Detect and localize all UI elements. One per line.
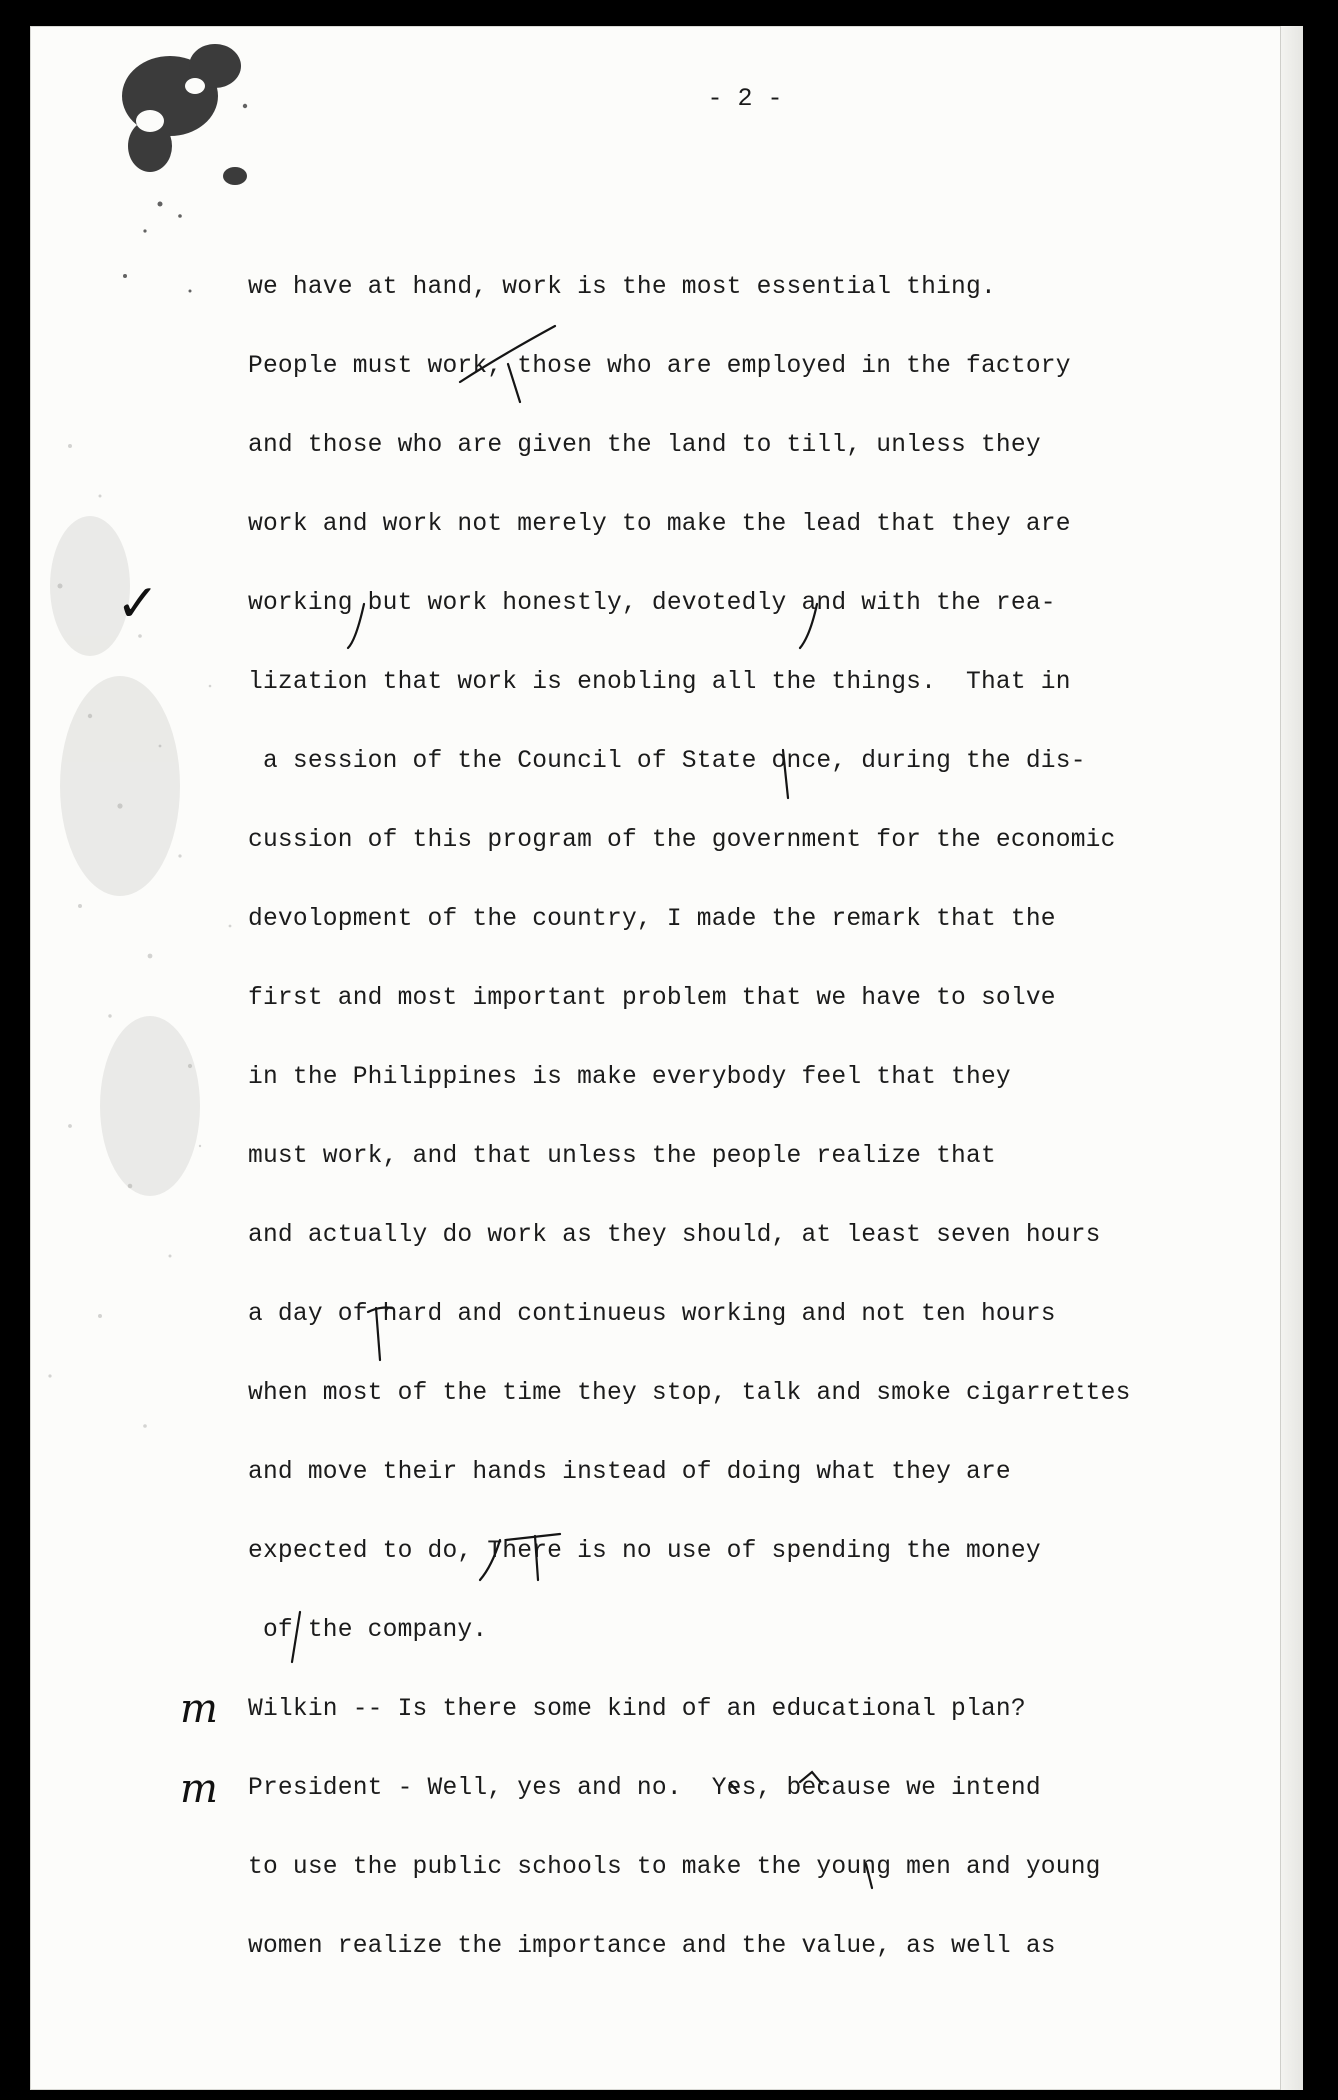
text-line: first and most important problem that we have to solve (248, 985, 1056, 1012)
text-line: in the Philippines is make everybody feel that they (248, 1064, 1011, 1091)
check-mark-icon: ✓ (116, 574, 160, 634)
text-line: when most of the time they stop, talk and smoke cigarrettes (248, 1380, 1131, 1407)
text-line: and those who are given the land to till, unless they (248, 432, 1041, 459)
text-line: a day of hard and continueus working and not ten hours (248, 1301, 1056, 1328)
text-line: women realize the importance and the value, as well as (248, 1933, 1056, 1960)
text-line: must work, and that unless the people realize that (248, 1143, 996, 1170)
text-line: a session of the Council of State once, during the dis- (248, 748, 1086, 775)
page-edge (1280, 26, 1303, 2090)
text-line: devolopment of the country, I made the remark that the (248, 906, 1056, 933)
document-page (30, 26, 1303, 2090)
text-line: expected to do, There is no use of spending the money (248, 1538, 1041, 1565)
text-line: to use the public schools to make the young men and young (248, 1854, 1101, 1881)
text-line: lization that work is enobling all the things. That in (248, 669, 1071, 696)
speaker-line-wilkin: Wilkin -- Is there some kind of an educational plan? (248, 1696, 1026, 1723)
text-line: and move their hands instead of doing what they are (248, 1459, 1011, 1486)
margin-initial-president: m (180, 1766, 218, 1812)
text-line: we have at hand, work is the most essential thing. (248, 274, 996, 301)
text-line: of the company. (248, 1617, 488, 1644)
text-line: work and work not merely to make the lead that they are (248, 511, 1071, 538)
text-line: working but work honestly, devotedly and with the rea- (248, 590, 1056, 617)
text-line: and actually do work as they should, at least seven hours (248, 1222, 1101, 1249)
speaker-line-president: President - Well, yes and no. Yes, because we intend (248, 1775, 1041, 1802)
text-line: cussion of this program of the government for the economic (248, 827, 1116, 854)
margin-initial-wilkin: m (180, 1686, 218, 1732)
text-line: People must work, those who are employed in the factory (248, 353, 1071, 380)
page-number: - 2 - (707, 84, 783, 113)
